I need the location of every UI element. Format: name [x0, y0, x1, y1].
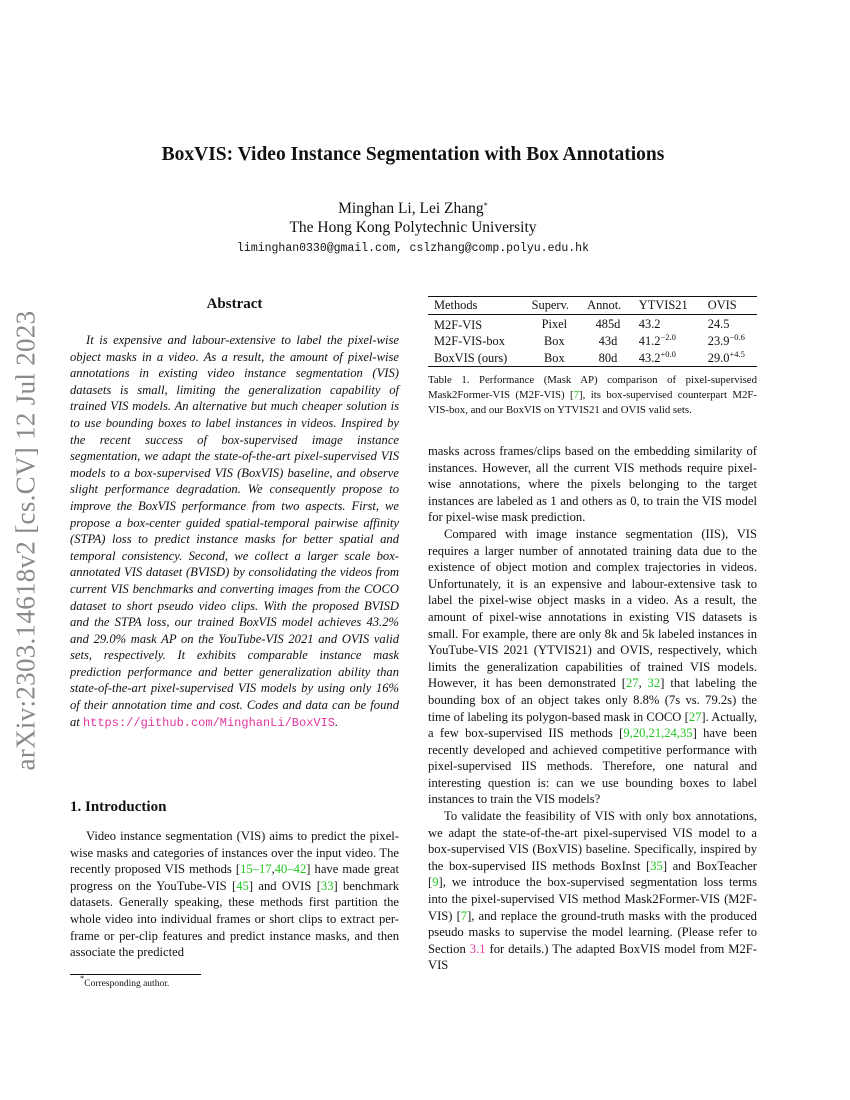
- col-header-ovis: OVIS: [702, 297, 757, 315]
- cell-ytvis: [633, 333, 702, 349]
- text-run: ] and OVIS [: [248, 878, 321, 893]
- table-row: [428, 333, 757, 349]
- section-heading-introduction: 1. Introduction: [70, 799, 167, 815]
- footnote-rule: [70, 974, 201, 975]
- citation-link[interactable]: 45: [236, 878, 249, 893]
- col-header-ytvis21: YTVIS21: [633, 297, 702, 315]
- value: 41.2: [638, 334, 661, 349]
- abstract-paragraph: [70, 332, 399, 731]
- cell-ovis: [702, 315, 757, 334]
- table-caption: [428, 373, 757, 418]
- text-run: Table 1. Performance (Mask AP) comparison of pixel-supervised Mask2Former-VIS (M2F-VIS) [: [428, 374, 757, 401]
- text-run: ] have been recently developed and achieved competitive performance with pixel-supervised IIS methods. Therefore, one natural and interesting question is: can we use bounding boxes to label instances to train the VIS models?: [428, 726, 757, 807]
- text-run: ]. Actually, a few box-supervised IIS methods [: [428, 709, 757, 741]
- abstract-heading: Abstract: [206, 296, 263, 312]
- col-header-methods: Methods: [428, 297, 526, 315]
- citation-link[interactable]: 40–42: [274, 862, 307, 877]
- cell-method: M2F-VIS: [434, 318, 483, 332]
- citation-link[interactable]: 33: [320, 878, 334, 893]
- text-run: ,: [271, 862, 275, 877]
- citation-link[interactable]: 35: [650, 858, 663, 873]
- abstract-body: [70, 332, 399, 731]
- abstract-end: .: [335, 714, 339, 729]
- intro-paragraph: [70, 828, 399, 961]
- cell-annot: 43d: [598, 334, 618, 349]
- right-column-body: [428, 443, 757, 974]
- table-row: [428, 315, 757, 334]
- table-row: [428, 350, 757, 367]
- paragraph: masks across frames/clips based on the embedding similarity of instances. However, all the current VIS methods require pixel-wise annotations, where the pixels belonging to the target instances are labeled as 1 and others as 0, to train the VIS model for pixel-wise mask prediction.: [428, 444, 757, 525]
- text-run: ] benchmark datasets. Generally speaking, these methods first partition the whole video into individual frames or short clips to extract per-frame or per-clip features and predict instance masks, and then associate the predicted: [70, 878, 399, 960]
- text-run: ] have made great progress on the YouTube-VIS [: [70, 862, 399, 893]
- cell-superv: Box: [526, 350, 582, 367]
- text-run: ] that labeling the bounding box of an object takes only 8.8% (7s vs. 79.2s) the time of labeling its polygon-based mask in COCO [: [428, 676, 757, 724]
- col-header-annot: Annot.: [581, 297, 633, 315]
- footnote: [80, 973, 170, 989]
- citation-link[interactable]: 15–17: [240, 862, 272, 877]
- intro-body: [70, 828, 399, 961]
- section-reference-link[interactable]: 3.1: [469, 941, 486, 956]
- delta: −2.0: [660, 332, 676, 343]
- citation-link[interactable]: 7: [573, 389, 580, 401]
- citation-link[interactable]: 9: [432, 875, 439, 890]
- arxiv-stamp: arXiv:2303.14618v2 [cs.CV] 12 Jul 2023: [10, 310, 41, 771]
- value: 29.0: [707, 350, 730, 365]
- paragraph: [428, 526, 757, 808]
- table-header-row: [428, 297, 757, 315]
- affiliation: The Hong Kong Polytechnic University: [289, 219, 537, 236]
- delta: −0.6: [729, 332, 745, 343]
- cell-superv: Pixel: [541, 317, 568, 331]
- citation-link[interactable]: 27: [688, 709, 702, 724]
- text-run: Compared with image instance segmentation (IIS), VIS requires a larger number of annotated training data due to the existence of object motion and complex trajectories in videos. Unfortunately, it is an expensive and labour-extensive task to label the pixel-wise object masks in a video. As a result, the amount of pixel-wise annotations in existing VIS datasets is small. For example, there are only 8k and 5k labeled instances in YouTube-VIS 2021 (YTVIS21) and OVIS, respectively, which limits the generalization capabilities of trained VIS models. However, it has been demonstrated [: [428, 526, 757, 691]
- cell-method: M2F-VIS-box: [434, 334, 505, 349]
- text-run: ] and BoxTeacher [: [428, 858, 757, 890]
- author-emails[interactable]: liminghan0330@gmail.com, cslzhang@comp.polyu.edu.hk: [237, 242, 589, 255]
- abstract-text: It is expensive and labour-extensive to label the pixel-wise object masks in a video. As a result, the amount of pixel-wise annotations in existing video instance segmentation (VIS) datasets is small, limiting the generalization capability of trained VIS models. An alternative but much cheaper solution is to use bounding boxes to label instances in videos. Inspired by the recent success of box-supervised image instance segmentation, we adapt the state-of-the-art pixel-supervised VIS models to a box-supervised VIS (BoxVIS) baseline, and observe slight performance degradation. We consequently propose to improve the BoxVIS performance from two aspects. First, we propose a box-center guided spatial-temporal pairwise affinity (STPA) loss to predict instance masks for better spatial and temporal consistency. Second, we collect a larger scale box-annotated VIS dataset (BVISD) by consolidating the videos from current VIS benchmarks and converting images from the COCO dataset to short pseudo video clips. With the proposed BVISD and the STPA loss, our trained BoxVIS model achieves 43.2% and 29.0% mask AP on the YouTube-VIS 2021 and OVIS valid sets, respectively. It exhibits comparable instance mask prediction performance and better generalization ability than state-of-the-art pixel-supervised VIS models by using only 16% of their annotation time and cost. Codes and data can be found at: [70, 333, 399, 729]
- value: 23.9: [707, 334, 730, 349]
- author-footnote-mark: *: [483, 200, 488, 210]
- cell-ovis: [702, 350, 757, 367]
- cell-method: BoxVIS (ours): [428, 350, 526, 367]
- delta: +0.0: [660, 348, 676, 359]
- text-run: for details.) The adapted BoxVIS model from M2F-VIS: [428, 941, 757, 973]
- cell-ytvis: [633, 315, 702, 334]
- text-run: ], and replace the ground-truth masks with the produced pseudo masks to supervise the model learning. (Please refer to Section: [428, 908, 757, 956]
- authors: [0, 200, 826, 218]
- paper-title: BoxVIS: Video Instance Segmentation with Box Annotations: [161, 144, 665, 165]
- text-run: Video instance segmentation (VIS) aims to predict the pixel-wise masks and categories of instances over the input video. The recently proposed VIS methods [: [70, 829, 399, 877]
- cell-annot: 80d: [581, 350, 633, 367]
- text-run: ], its box-supervised counterpart M2F-VIS-box, and our BoxVIS on YTVIS21 and OVIS valid sets.: [428, 389, 757, 416]
- text-run: To validate the feasibility of VIS with only box annotations, we adapt the state-of-the-art pixel-supervised VIS model to a box-supervised VIS (BoxVIS) baseline. Specifically, inspired by the box-supervised IIS methods BoxInst [: [428, 809, 757, 873]
- results-table: [428, 296, 757, 367]
- cell-superv: Box: [544, 334, 565, 349]
- citation-link[interactable]: 7: [460, 908, 468, 923]
- value: 24.5: [707, 317, 730, 331]
- citation-link[interactable]: 32: [647, 676, 661, 691]
- footnote-mark: *: [80, 973, 85, 983]
- paragraph: [428, 808, 757, 974]
- cell-ytvis: [633, 350, 702, 367]
- author-names: Minghan Li, Lei Zhang: [338, 200, 484, 217]
- cell-ovis: [702, 333, 757, 349]
- delta: +4.5: [729, 348, 745, 359]
- citation-link[interactable]: 27: [625, 676, 639, 691]
- value: 43.2: [638, 350, 661, 365]
- value: 43.2: [638, 317, 661, 331]
- col-header-superv: Superv.: [526, 297, 582, 315]
- citation-link[interactable]: 9,20,21,24,35: [623, 726, 693, 741]
- text-run: ], we introduce the box-supervised segmentation loss terms into the pixel-supervised VIS method Mask2Former-VIS (M2F-VIS) [: [428, 875, 757, 923]
- github-link[interactable]: https://github.com/MinghanLi/BoxVIS: [82, 715, 335, 730]
- cell-annot: 485d: [595, 317, 621, 331]
- footnote-text: Corresponding author.: [84, 979, 170, 989]
- text-run: ,: [638, 676, 648, 691]
